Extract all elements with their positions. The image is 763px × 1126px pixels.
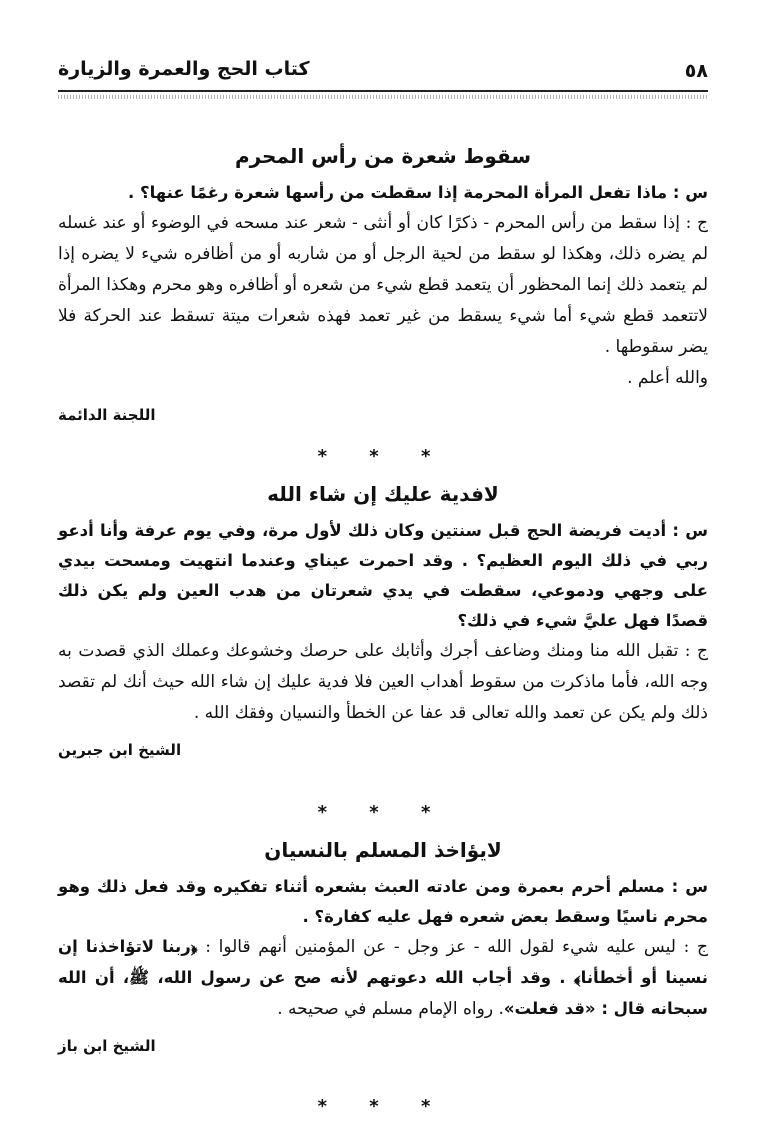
section-title: لافدية عليك إن شاء الله [267, 482, 499, 506]
question-text: س : مسلم أحرم بعمرة ومن عادته العبث بشعره أثناء تفكيره وقد فعل ذلك وهو محرم ناسيًا وسقط بعض شعره فهل عليه كفارة؟ . [58, 877, 708, 926]
fatwa-section-2 [58, 476, 708, 794]
fatwa-section-3 [58, 832, 708, 1088]
section-title: لايؤاخذ المسلم بالنسيان [264, 838, 502, 862]
page-content [58, 138, 708, 1126]
answer-suffix: . رواه الإمام مسلم في صحيحه . [277, 999, 504, 1019]
header-rule [58, 90, 708, 92]
question-text: س : ماذا تفعل المرأة المحرمة إذا سقطت من رأسها شعرة رغمًا عنها؟ . [127, 183, 708, 202]
fatwa-section-1 [58, 138, 708, 438]
book-title: كتاب الحج والعمرة والزيارة [58, 58, 310, 80]
section-separator: * * * [317, 1096, 449, 1117]
answer-text: ج : تقبل الله منا ومنك وضاعف أجرك وأثابك على حرصك وخشوعك وعملك الذي قصدت به وجه الله، فأما ماذكرت من سقوط أهداب العين فلا فدية عليك إن شاء الله حيث أنك لم تقصد ذلك ولم يكن عن تعمد والله تعالى قد عفا عن الخطأ والنسيان وفقك الله . [58, 641, 708, 723]
signature: الشيخ ابن جبرين [58, 741, 182, 759]
section-separator: * * * [317, 802, 449, 823]
signature: اللجنة الدائمة [58, 406, 156, 424]
section-title: سقوط شعرة من رأس المحرم [234, 144, 532, 168]
answer-text: ج : إذا سقط من رأس المحرم - ذكرًا كان أو أنثى - شعر عند مسحه في الوضوء أو عند غسله لم يضره ذلك، وهكذا لو سقط من لحية الرجل أو من شاربه أو من أظافره شيء لا يضره إذا لم يتعمد ذلك إنما المحظور أن يتعمد قطع شيء من شعره أو أظافره وهو محرم وهكذا المرأة لاتتعمد قطع شيء أما شيء يسقط من غير تعمد فهذه شعرات ميتة تسقط عند الحركة فلا يضر سقوطها . [58, 213, 708, 357]
section-separator: * * * [317, 446, 449, 467]
closing-text: والله أعلم . [627, 368, 708, 388]
running-header [58, 56, 708, 90]
page-number: ٥٨ [684, 60, 708, 82]
quran-quote: ﴿ربنا لاتؤاخذنا إن نسينا أو أخطأنا﴾ . وقد أجاب الله دعوتهم لأنه صح عن رسول الله، ﷺ، أن الله سبحانه قال : «قد فعلت» [58, 937, 708, 1018]
question-text: س : أديت فريضة الحج قبل سنتين وكان ذلك لأول مرة، وفي يوم عرفة وأنا أدعو ربي في ذلك اليوم العظيم؟ . وقد احمرت عيناي وعندما انتهيت ومسحت بيدي على وجهي ودموعي، سقطت في يدي شعرتان من هدب العين ولم يكن ذلك قصدًا فهل عليَّ شيء في ذلك؟ [58, 521, 708, 630]
answer-text [58, 932, 708, 1025]
header-dotted-rule [58, 95, 708, 99]
answer-prefix: ج : ليس عليه شيء لقول الله - عز وجل - عن المؤمنين أنهم قالوا : [205, 937, 708, 957]
signature: الشيخ ابن باز [58, 1037, 156, 1055]
